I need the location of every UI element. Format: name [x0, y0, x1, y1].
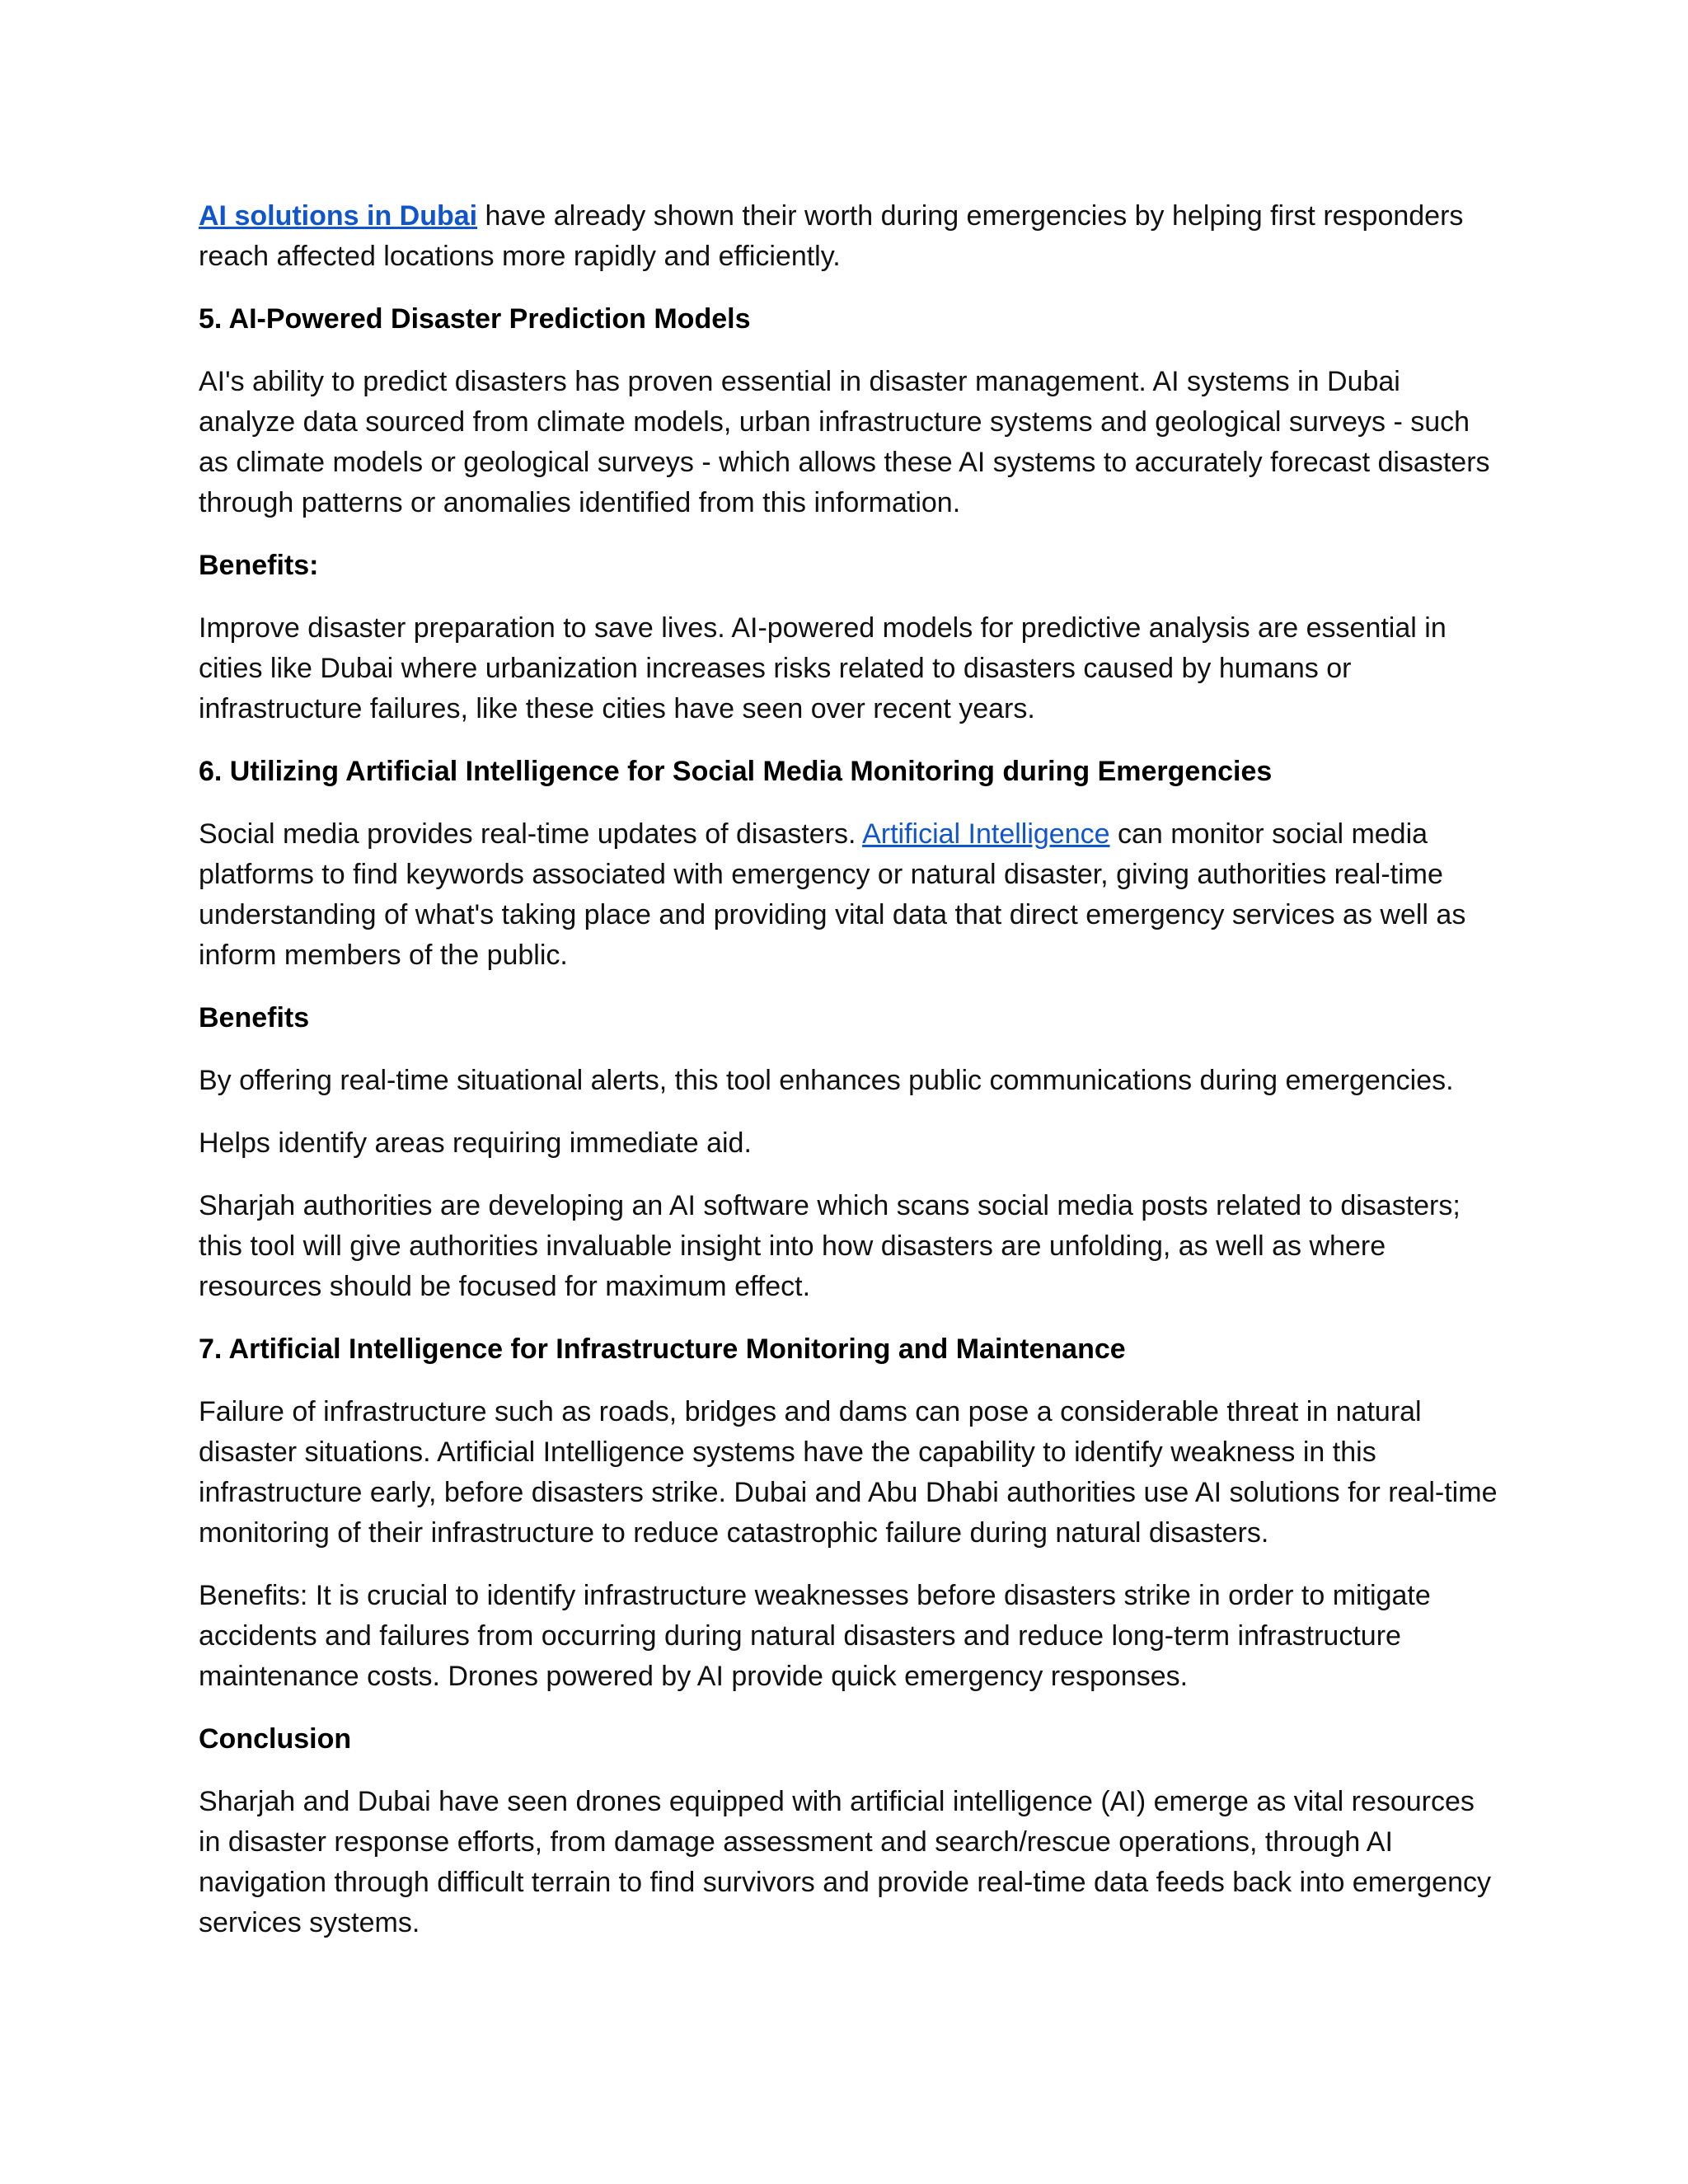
section6-benefit-1: By offering real-time situational alerts, this tool enhances public communications during emergencies. [199, 1065, 1454, 1096]
section7-benefits-paragraph: Benefits: It is crucial to identify infrastructure weaknesses before disasters strike in order to mitigate accidents and failures from occurring during natural disasters and reduce long-term infrastructure maintenance costs. Drones powered by AI provide quick emergency responses. [199, 1580, 1431, 1692]
document-body [199, 196, 1503, 1966]
section6-heading: 6. Utilizing Artificial Intelligence for Social Media Monitoring during Emergencies [199, 756, 1273, 787]
section6-paragraph-2: Sharjah authorities are developing an AI software which scans social media posts related to disasters; this tool will give authorities invaluable insight into how disasters are unfolding, as well as where resources should be focused for maximum effect. [199, 1190, 1461, 1302]
section5-paragraph: AI's ability to predict disasters has proven essential in disaster management. AI systems in Dubai analyze data sourced from climate models, urban infrastructure systems and geological surveys - such as climate models or geological surveys - which allows these AI systems to accurately forecast disasters through patterns or anomalies identified from this information. [199, 366, 1490, 518]
ai-solutions-dubai-link[interactable]: AI solutions in Dubai [199, 200, 478, 232]
section7-heading: 7. Artificial Intelligence for Infrastructure Monitoring and Maintenance [199, 1333, 1126, 1365]
section6-text-before-link: Social media provides real-time updates of disasters. [199, 818, 863, 850]
section7-paragraph: Failure of infrastructure such as roads, bridges and dams can pose a considerable threat in natural disaster situations. Artificial Intelligence systems have the capability to identify weakness in this infrastructure early, before disasters strike. Dubai and Abu Dhabi authorities use AI solutions for real-time monitoring of their infrastructure to reduce catastrophic failure during natural disasters. [199, 1396, 1498, 1549]
intro-text: have already shown their worth during emergencies by helping first responders reach affected locations more rapidly and efficiently. [199, 200, 1464, 272]
section5-benefits-text: Improve disaster preparation to save lives. AI-powered models for predictive analysis are essential in cities like Dubai where urbanization increases risks related to disasters caused by humans or infrastructure failures, like these cities have seen over recent years. [199, 612, 1447, 724]
section5-heading: 5. AI-Powered Disaster Prediction Models [199, 303, 751, 335]
conclusion-paragraph: Sharjah and Dubai have seen drones equipped with artificial intelligence (AI) emerge as vital resources in disaster response efforts, from damage assessment and search/rescue operations, through AI navigation through difficult terrain to find survivors and provide real-time data feeds back into emergency services systems. [199, 1786, 1492, 1938]
conclusion-heading: Conclusion [199, 1723, 352, 1755]
section6-benefits-heading: Benefits [199, 1002, 310, 1033]
section5-benefits-heading: Benefits: [199, 550, 319, 581]
section6-paragraph [199, 814, 1503, 976]
artificial-intelligence-link[interactable]: Artificial Intelligence [862, 818, 1110, 850]
section6-text-after-link: can monitor social media platforms to find keywords associated with emergency or natural disaster, giving authorities real-time understanding of what's taking place and providing vital data that direct emergency services as well as inform members of the public. [199, 818, 1466, 971]
intro-paragraph [199, 196, 1503, 277]
section6-benefit-2: Helps identify areas requiring immediate aid. [199, 1127, 752, 1159]
